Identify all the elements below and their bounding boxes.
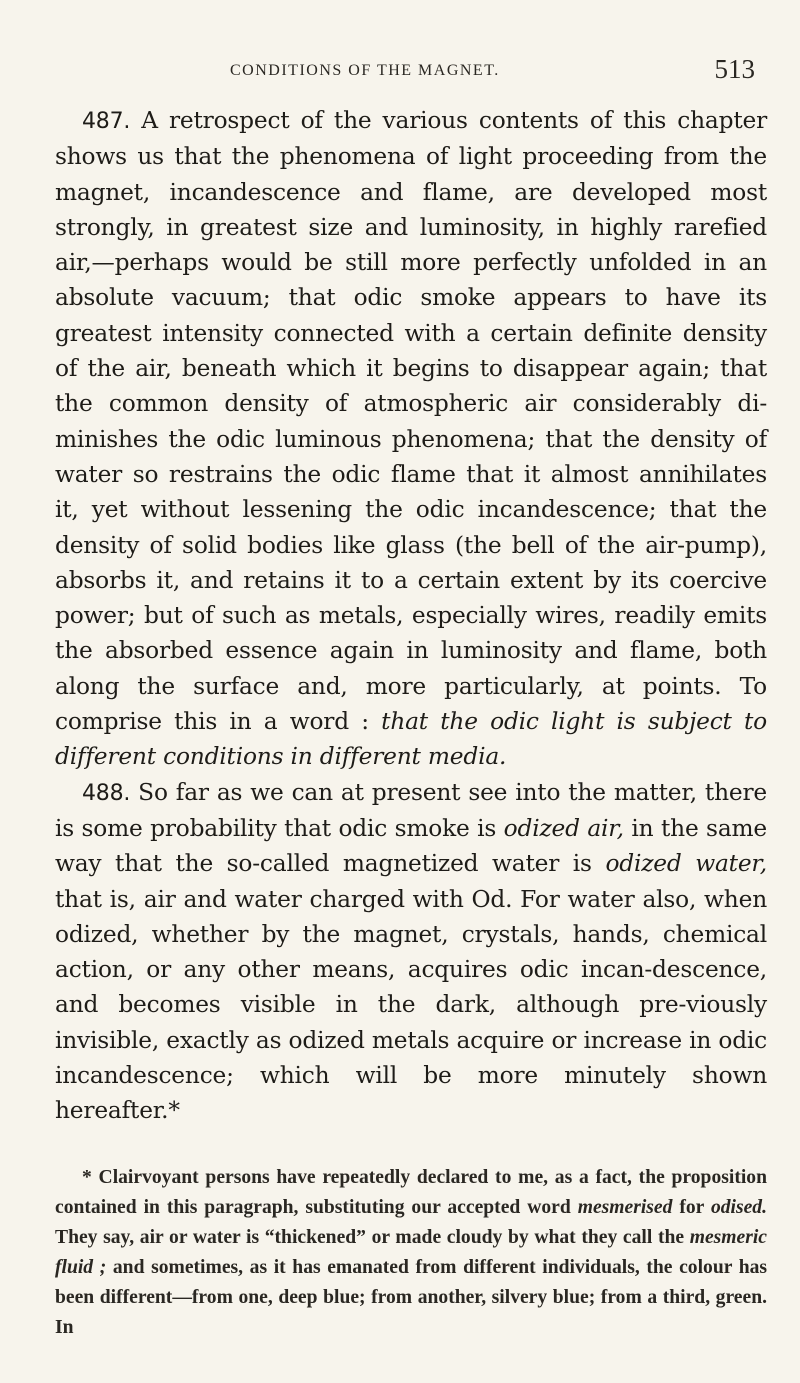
page-number: 513 (714, 54, 755, 84)
paragraph-488 (55, 775, 767, 1129)
footnote-segment: They say, air or water is “thickened” or made cloudy by what they call the (55, 1227, 690, 1248)
running-head (55, 0, 767, 84)
main-text (55, 103, 767, 1129)
paragraph-text: in the same way that the so-called magnetized water is (55, 814, 767, 878)
footnote-segment: * Clairvoyant persons have repeatedly declared to me, as a fact, the proposition contained in this paragraph, substituting our accepted word (55, 1167, 767, 1218)
footnote (55, 1163, 767, 1343)
running-head-title: CONDITIONS OF THE MAGNET. (230, 62, 500, 79)
italic-term: mesmerised (577, 1197, 673, 1218)
footnote-segment: and sometimes, as it has emanated from different individuals, the colour has been different—from one, deep blue; from another, silvery blue; from a third, green. In (55, 1257, 768, 1338)
paragraph-text: that is, air and water charged with Od. For water also, when odized, whether by the magnet, crystals, hands, chemical action, or any other means, acquires odic incan-descence, and becomes visible in the dark, although pre-viously invisible, exactly as odized metals acquire or increase in odic incandescence; which will be more minutely shown hereafter.* (55, 885, 768, 1125)
paragraph-text: A retrospect of the various contents of this chapter shows us that the phenomena of light proceeding from the magnet, incandescence and flame, are developed most strongly, in greatest size and luminosity, in highly rarefied air,—perhaps would be still more perfectly unfolded in an absolute vacuum; that odic smoke appears to have its greatest intensity connected with a certain definite density of the air, beneath which it begins to disappear again; that the common density of atmospheric air considerably di-minishes the odic luminous phenomena; that the density of water so restrains the odic flame that it almost annihilates it, yet without lessening the odic incandescence; that the density of solid bodies like glass (the bell of the air-pump), absorbs it, and retains it to a certain extent by its coercive power; but of such as metals, especially wires, readily emits the absorbed essence again in luminosity and flame, both along the surface and, more particularly, at points. To comprise this in a word : (55, 107, 767, 736)
paragraph-number: 488. (82, 780, 131, 806)
italic-conclusion: that the odic light is subject to different conditions in different media. (55, 708, 767, 771)
book-page (55, 0, 767, 1383)
italic-term: odized air, (503, 814, 624, 842)
italic-term: odized water, (605, 850, 768, 878)
italic-term: mesmeric fluid ; (55, 1227, 767, 1278)
footnote-segment: for (672, 1197, 711, 1218)
paragraph-487 (55, 103, 767, 775)
paragraph-text: So far as we can at present see into the matter, there is some probability that odic smoke is (55, 778, 767, 842)
italic-term: odised. (710, 1197, 767, 1218)
footnote-text (55, 1163, 767, 1343)
paragraph-number: 487. (82, 109, 131, 134)
